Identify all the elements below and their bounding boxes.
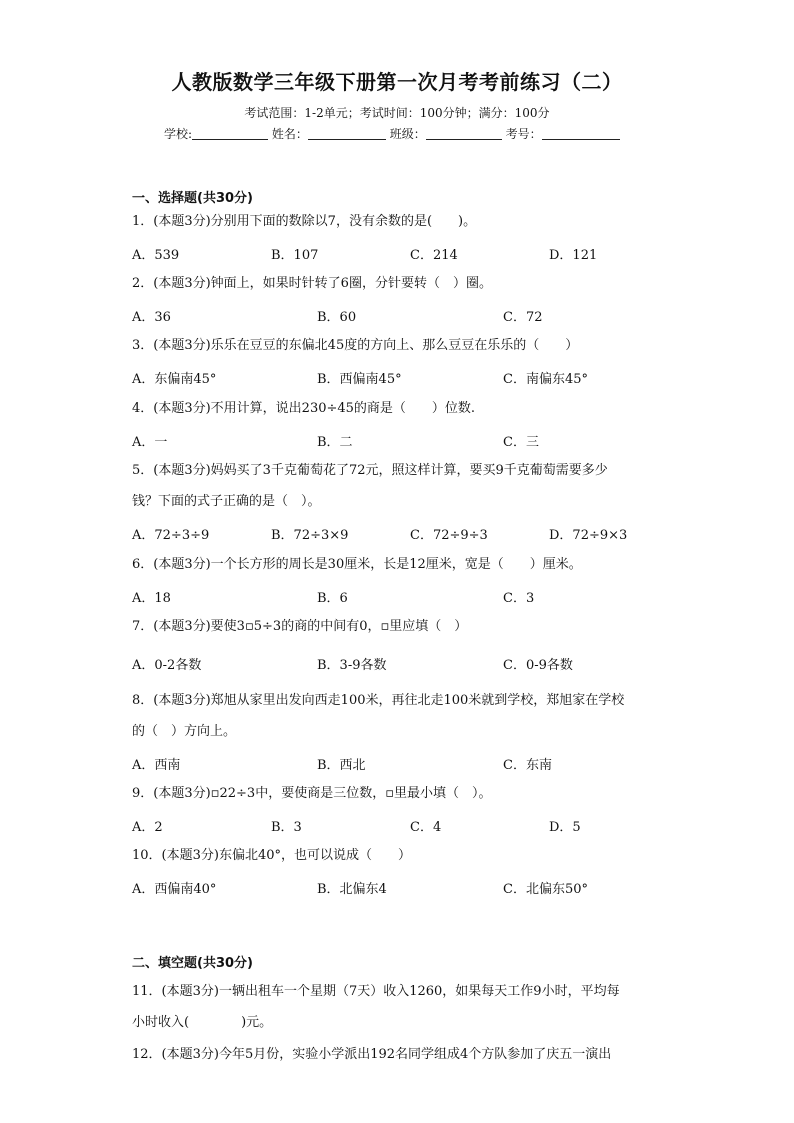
question-text: 小时收入( )元。: [132, 1015, 273, 1030]
page-title: 人教版数学三年级下册第一次月考考前练习（二）: [171, 70, 623, 94]
name-label: 姓名：: [271, 127, 308, 141]
question-text: 6．(本题3分)一个长方形的周长是30厘米，长是12厘米，宽是（ ）厘米。: [132, 557, 582, 572]
option-c: C．北偏东50°: [503, 882, 588, 897]
option-a: A．西南: [132, 758, 181, 773]
option-c: C．214: [410, 248, 458, 263]
question-text: 10．(本题3分)东偏北40°，也可以说成（ ）: [132, 848, 411, 863]
option-a: A．西偏南40°: [132, 882, 217, 897]
options-row: [132, 431, 692, 451]
option-a: A．539: [132, 248, 180, 263]
question-text: 1．(本题3分)分别用下面的数除以7，没有余数的是( )。: [132, 214, 477, 229]
option-a: A．东偏南45°: [132, 372, 217, 387]
option-d: D．121: [549, 248, 598, 263]
options-row: [132, 368, 692, 388]
option-a: A．0-2各数: [132, 658, 202, 673]
exam-number-input-line[interactable]: [542, 127, 620, 140]
option-d: D．72÷9×3: [549, 528, 628, 543]
options-row: [132, 524, 692, 544]
exam-number-label: 考号：: [505, 127, 542, 141]
options-row: [132, 587, 692, 607]
option-a: A．2: [132, 820, 163, 835]
name-input-line[interactable]: [308, 127, 386, 140]
student-info-row: [164, 125, 620, 142]
options-row: [132, 878, 692, 898]
option-c: C．3: [503, 591, 535, 606]
option-b: B．3: [271, 820, 302, 835]
option-b: B．北偏东4: [317, 882, 387, 897]
class-label: 班级：: [389, 127, 426, 141]
section-heading: 一、选择题(共30分): [132, 191, 253, 206]
option-c: C．南偏东45°: [503, 372, 588, 387]
question-text: 11．(本题3分)一辆出租车一个星期（7天）收入1260，如果每天工作9小时，平均每: [132, 984, 620, 999]
option-a: A．18: [132, 591, 171, 606]
class-input-line[interactable]: [426, 127, 502, 140]
option-c: C．72÷9÷3: [410, 528, 488, 543]
question-text: 2．(本题3分)钟面上，如果时针转了6圈，分针要转（ ）圈。: [132, 276, 492, 291]
option-b: B．60: [317, 310, 357, 325]
option-b: B．107: [271, 248, 319, 263]
option-b: B．3-9各数: [317, 658, 387, 673]
option-b: B．西偏南45°: [317, 372, 402, 387]
option-b: B．72÷3×9: [271, 528, 349, 543]
question-text: 3．(本题3分)乐乐在豆豆的东偏北45度的方向上、那么豆豆在乐乐的（ ）: [132, 338, 579, 353]
option-c: C．72: [503, 310, 543, 325]
options-row: [132, 754, 692, 774]
options-row: [132, 244, 692, 264]
question-text: 7．(本题3分)要使3▫5÷3的商的中间有0，▫里应填（ ）: [132, 619, 468, 634]
question-text: 4．(本题3分)不用计算，说出230÷45的商是（ ）位数.: [132, 401, 476, 416]
question-text: 钱？下面的式子正确的是（ ）。: [132, 494, 321, 509]
school-input-line[interactable]: [192, 127, 268, 140]
options-row: [132, 816, 692, 836]
exam-info: 考试范围：1-2单元；考试时间：100分钟；满分：100分: [244, 106, 550, 120]
question-text: 5．(本题3分)妈妈买了3千克葡萄花了72元，照这样计算，要买9千克葡萄需要多少: [132, 463, 608, 478]
option-a: A．72÷3÷9: [132, 528, 210, 543]
option-b: B．西北: [317, 758, 366, 773]
option-a: A．一: [132, 435, 168, 450]
options-row: [132, 654, 692, 674]
option-c: C．0-9各数: [503, 658, 573, 673]
option-c: C．东南: [503, 758, 552, 773]
option-a: A．36: [132, 310, 171, 325]
option-b: B．二: [317, 435, 353, 450]
option-d: D．5: [549, 820, 581, 835]
question-text: 的（ ）方向上。: [132, 724, 237, 739]
school-label: 学校:: [164, 127, 193, 141]
question-text: 12．(本题3分)今年5月份，实验小学派出192名同学组成4个方队参加了庆五一演出: [132, 1047, 612, 1062]
section-heading: 二、填空题(共30分): [132, 956, 253, 971]
question-text: 9．(本题3分)▫22÷3中，要使商是三位数，▫里最小填（ ）。: [132, 786, 492, 801]
option-c: C．三: [503, 435, 539, 450]
options-row: [132, 306, 692, 326]
option-c: C．4: [410, 820, 442, 835]
question-text: 8．(本题3分)郑旭从家里出发向西走100米，再往北走100米就到学校，郑旭家在学校: [132, 693, 625, 708]
option-b: B．6: [317, 591, 348, 606]
